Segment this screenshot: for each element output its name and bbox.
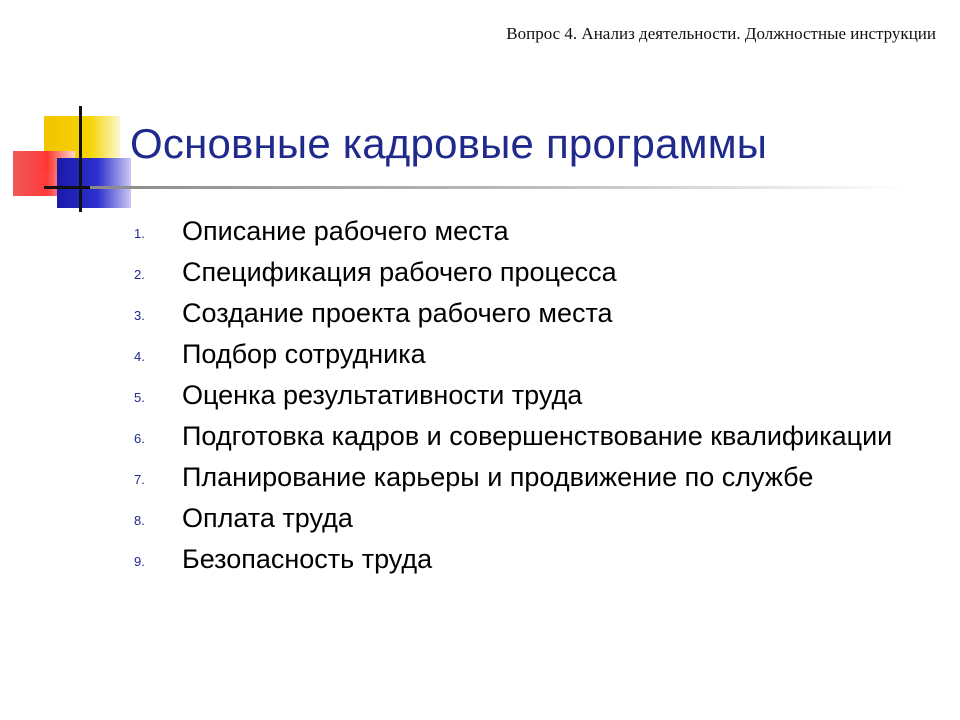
- list-item-number: 2.: [134, 267, 145, 282]
- program-list: [134, 214, 934, 583]
- list-item: [134, 378, 934, 412]
- vertical-line-decoration: [79, 106, 82, 212]
- decorative-squares-logo: [0, 0, 140, 230]
- list-item-text: Подготовка кадров и совершенствование квалификации: [182, 421, 893, 451]
- list-item-text: Оценка результативности труда: [182, 380, 583, 410]
- list-item-number: 9.: [134, 554, 145, 569]
- list-item-text: Спецификация рабочего процесса: [182, 257, 617, 287]
- list-item-number: 8.: [134, 513, 145, 528]
- list-item-number: 1.: [134, 226, 145, 241]
- list-item: [134, 255, 934, 289]
- list-item: [134, 542, 934, 576]
- list-item: [134, 419, 934, 453]
- list-item-number: 3.: [134, 308, 145, 323]
- list-item-text: Подбор сотрудника: [182, 339, 426, 369]
- list-item-number: 4.: [134, 349, 145, 364]
- list-item: [134, 460, 934, 494]
- blue-square-decoration: [57, 158, 131, 208]
- slide-title: Основные кадровые программы: [130, 120, 768, 167]
- list-item: [134, 296, 934, 330]
- header-note: Вопрос 4. Анализ деятельности. Должностные инструкции: [506, 24, 936, 43]
- list-item: [134, 337, 934, 371]
- list-item-text: Планирование карьеры и продвижение по службе: [182, 462, 814, 492]
- list-item-text: Безопасность труда: [182, 544, 433, 574]
- list-item-number: 5.: [134, 390, 145, 405]
- title-underline: [90, 186, 910, 189]
- list-item-text: Описание рабочего места: [182, 216, 509, 246]
- list-item: [134, 214, 934, 248]
- list-item-number: 7.: [134, 472, 145, 487]
- list-item-number: 6.: [134, 431, 145, 446]
- list-item: [134, 501, 934, 535]
- list-item-text: Создание проекта рабочего места: [182, 298, 613, 328]
- list-item-text: Оплата труда: [182, 503, 353, 533]
